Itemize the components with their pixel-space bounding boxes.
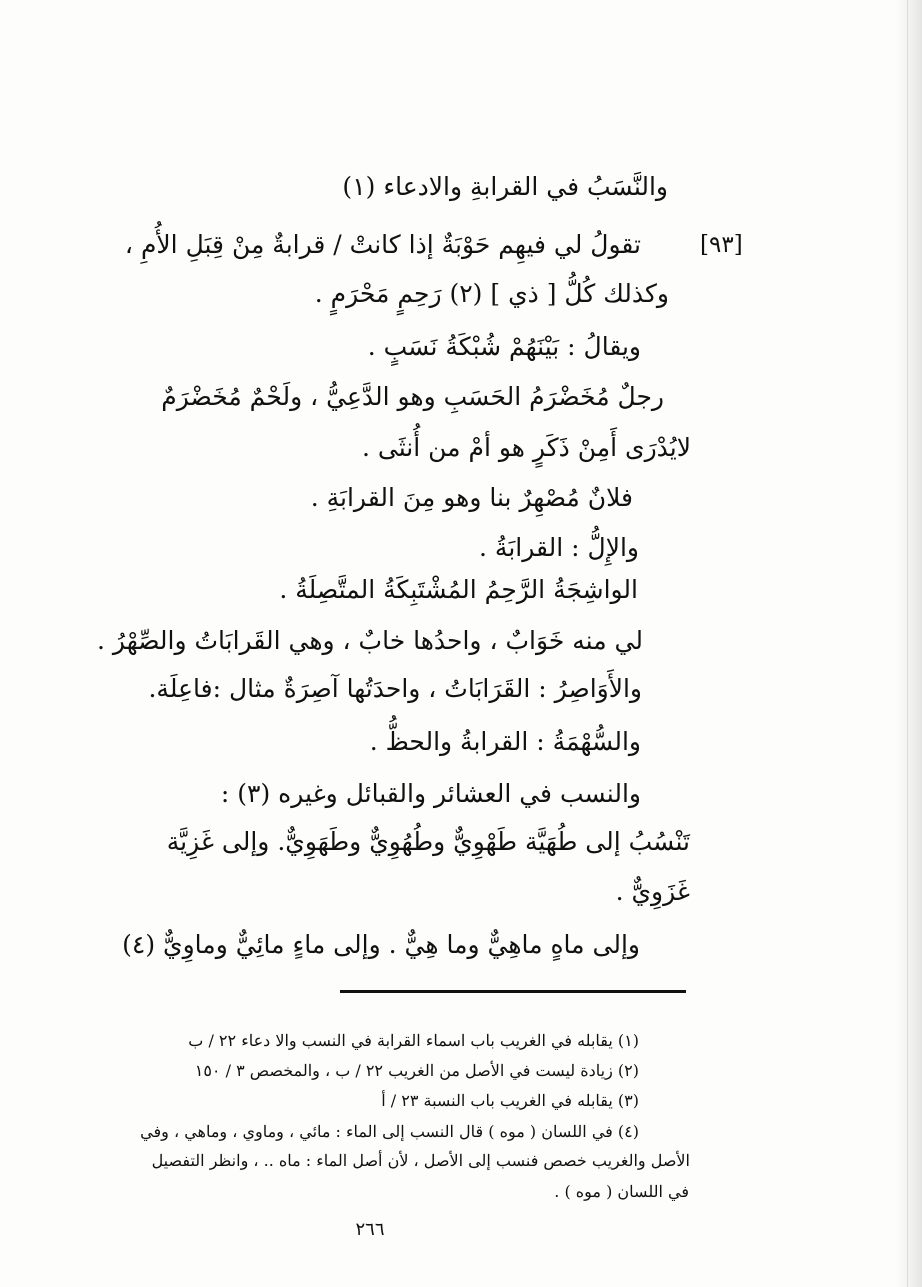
- text-line-7: والإِلُّ : القرابَةُ .: [479, 533, 639, 562]
- section-marker: [٩٣]: [700, 232, 743, 258]
- scan-edge-line: [907, 0, 908, 1287]
- text-line-10: والأَوَاصِرُ : القَرَابَاتُ ، واحدَتُها آصِرَةٌ مثال :فاعِلَة.: [148, 674, 642, 703]
- text-line-9: لي منه خَوَابٌ ، واحدُها خابٌ ، وهي القَرابَاتُ والصِّهْرُ .: [97, 626, 643, 655]
- text-line-1: تقولُ لي فيهِم حَوْبَةٌ إذا كانتْ / قرابةٌ مِنْ قِبَلِ الأُمِ ،: [124, 230, 641, 259]
- text-line-14: غَزَوِيٌّ .: [615, 877, 690, 906]
- text-line-8: الواشِجَةُ الرَّحِمُ المُشْتَبِكَةُ المتَّصِلَةُ .: [279, 575, 638, 604]
- text-line-13: تَنْسُبُ إلى طُهَيَّة طَهْوِيٌّ وطُهُوِيٌّ وطَهَوِيٌّ. وإلى غَزِيَّة: [166, 827, 690, 856]
- text-line-12: والنسب في العشائر والقبائل وغيره (٣) :: [220, 779, 641, 808]
- footnote-1: (١) يقابله في الغريب باب اسماء القرابة في النسب والا دعاء ٢٢ / ب: [188, 1031, 639, 1050]
- text-line-5: لايُدْرَى أَمِنْ ذَكَرٍ هو أمْ من أُنثَى .: [362, 433, 691, 462]
- text-line-6: فلانٌ مُصْهِرٌ بنا وهو مِنَ القرابَةِ .: [310, 483, 633, 512]
- footnote-3: (٣) يقابله في الغريب باب النسبة ٢٣ / أ: [381, 1091, 639, 1110]
- footnote-2: (٢) زيادة ليست في الأصل من الغريب ٢٢ / ب ، والمخصص ٣ / ١٥٠: [194, 1061, 639, 1080]
- page-number: ٢٦٦: [355, 1219, 385, 1240]
- scan-edge-shadow: [896, 0, 922, 1287]
- footnote-4-end: في اللسان ( موه ) .: [554, 1182, 689, 1201]
- text-line-2: وكذلك كُلُّ [ ذي ] (٢) رَحِمٍ مَحْرَمٍ .: [314, 279, 669, 308]
- section-heading: والنَّسَبُ في القرابةِ والادعاء (١): [342, 172, 668, 201]
- footnote-separator: [340, 990, 686, 993]
- footnote-4: (٤) في اللسان ( موه ) قال النسب إلى الماء : مائي ، وماوي ، وماهي ، وفي: [140, 1122, 639, 1141]
- text-line-15: وإلى ماهٍ ماهِيٌّ وما هِيٌّ . وإلى ماءٍ مائِيٌّ وماوِيٌّ (٤): [122, 930, 640, 959]
- text-line-4: رجلٌ مُخَضْرَمُ الحَسَبِ وهو الدَّعِيُّ ، ولَحْمٌ مُخَضْرَمٌ: [161, 382, 664, 411]
- footnote-4-continued: الأصل والغريب خصص فنسب إلى الأصل ، لأن أصل الماء : ماه .. ، وانظر التفصيل: [151, 1151, 690, 1170]
- text-line-11: والسُّهْمَةُ : القرابةُ والحظُّ .: [369, 727, 641, 756]
- text-line-3: ويقالُ : بَيْنَهُمْ شُبْكَةُ نَسَبٍ .: [367, 332, 641, 361]
